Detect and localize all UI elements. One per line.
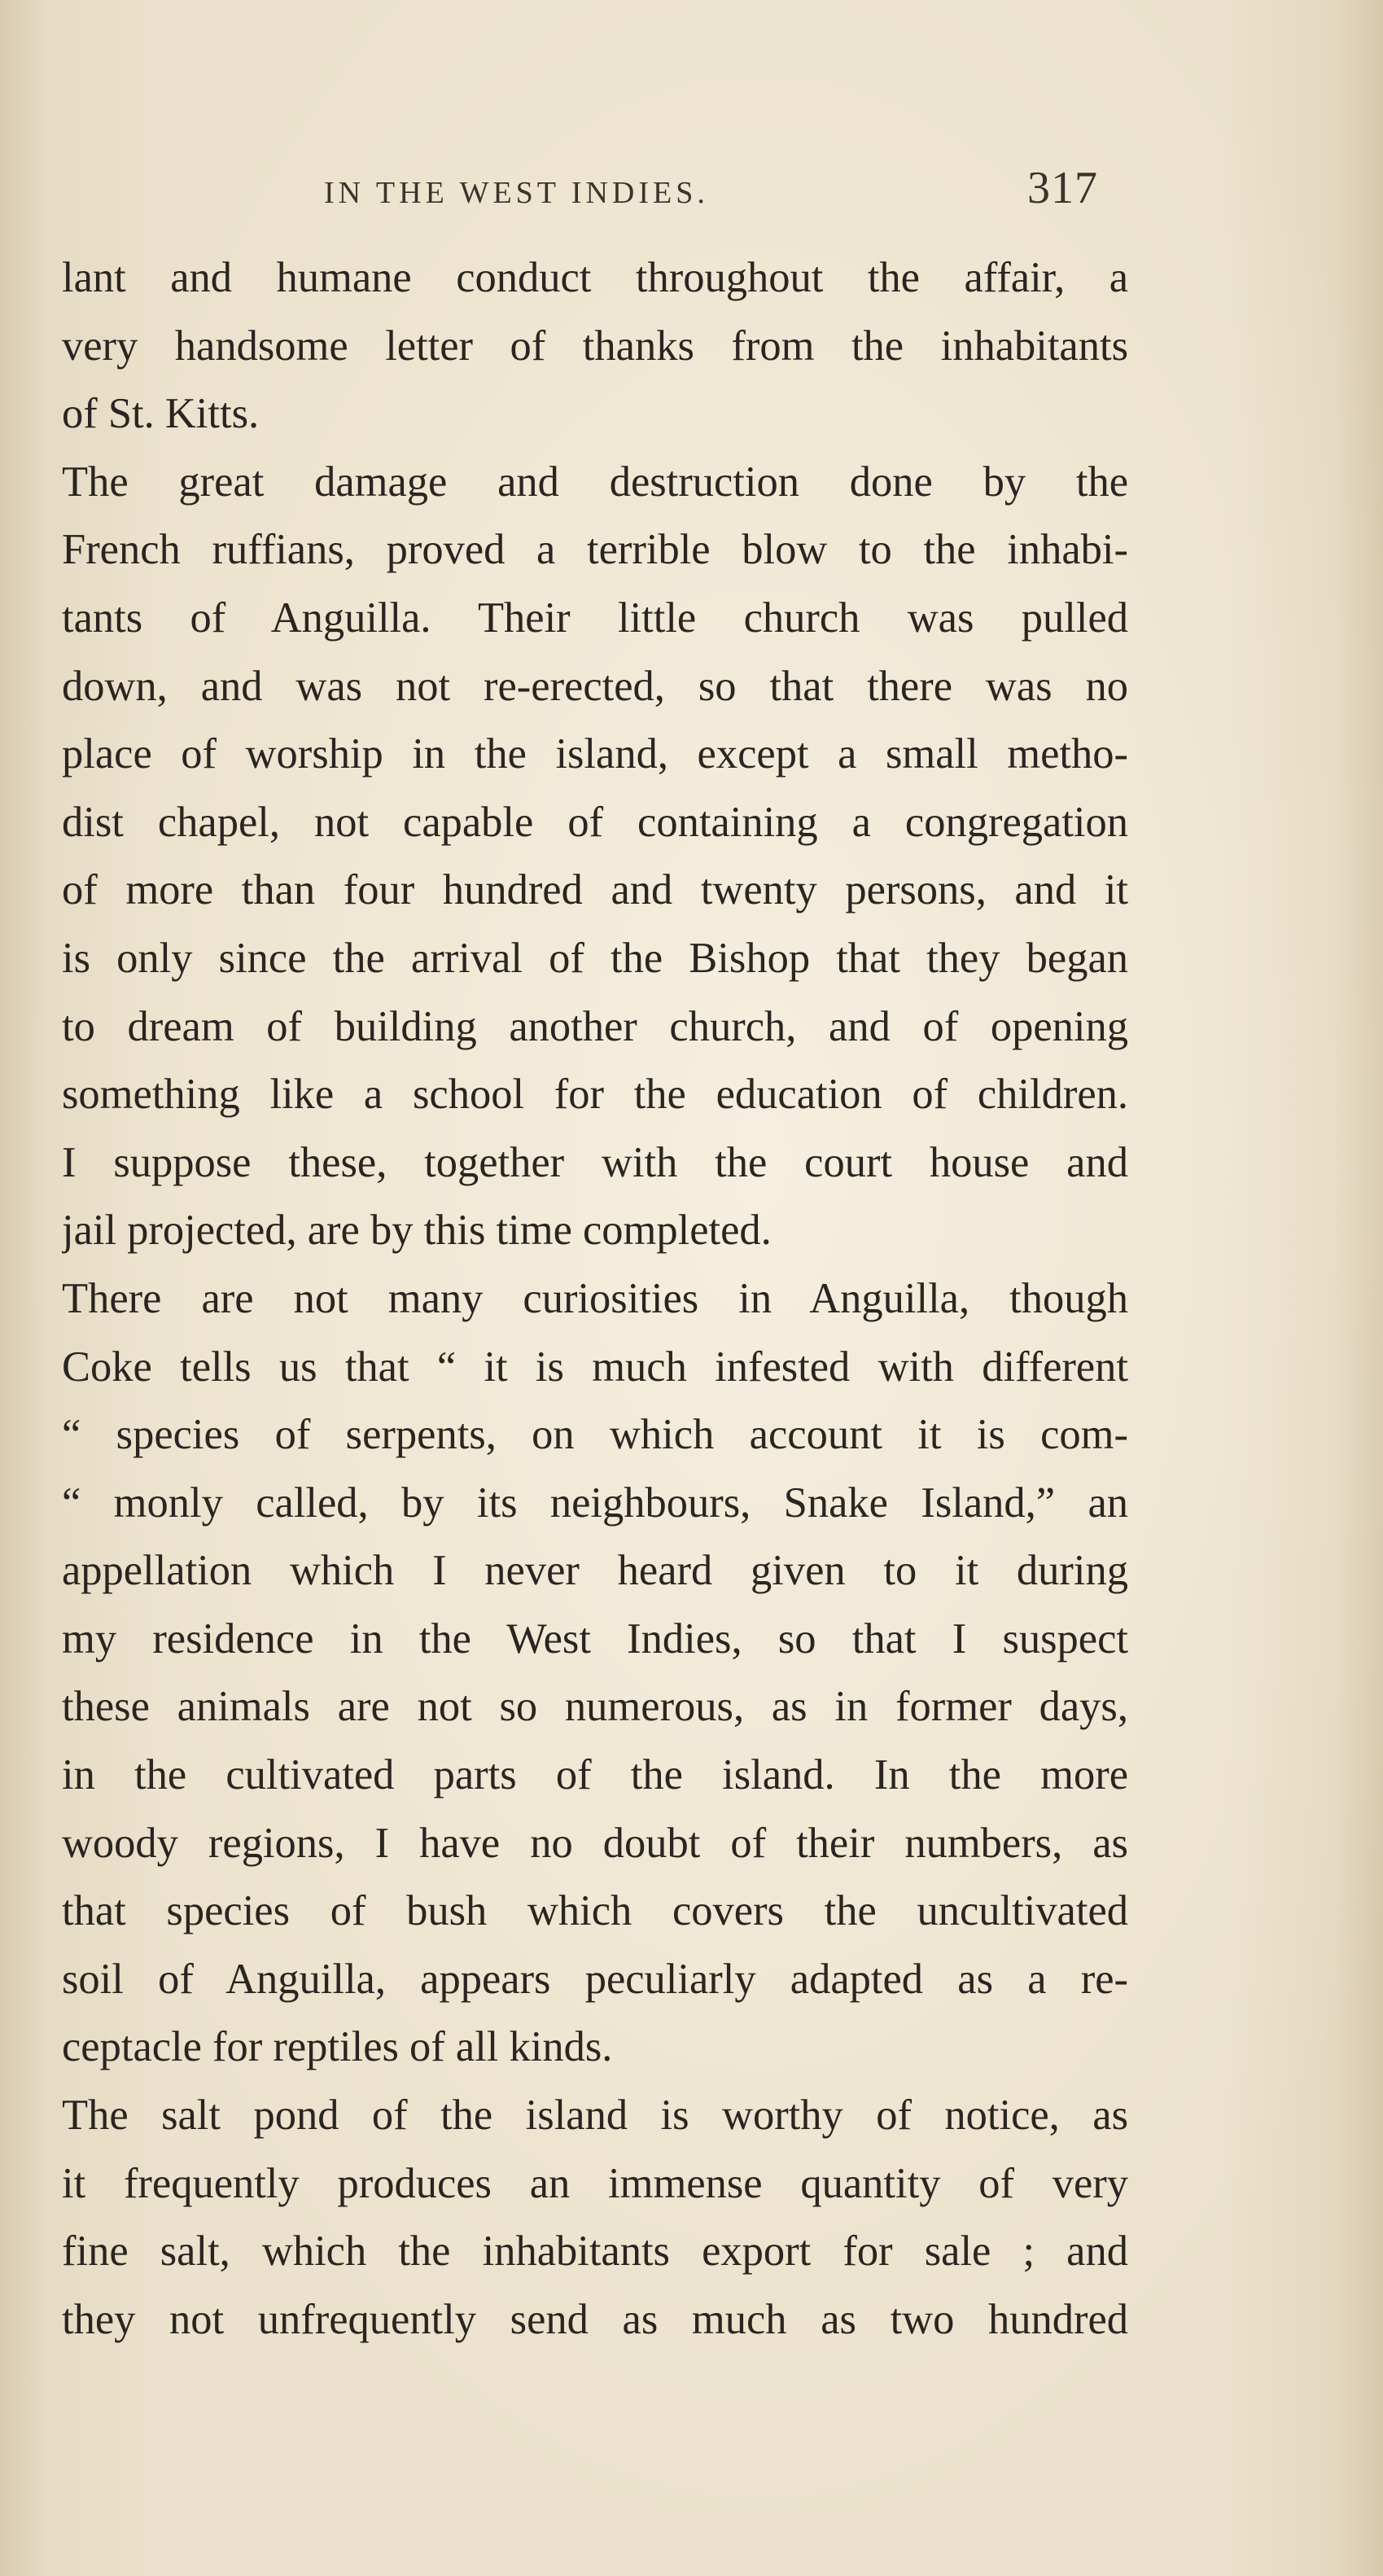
text-line: ceptacle for reptiles of all kinds. bbox=[62, 2023, 613, 2071]
text-line: of more than four hundred and twenty persons, and it bbox=[62, 866, 1128, 914]
text-line: woody regions, I have no doubt of their numbers, as bbox=[62, 1819, 1128, 1867]
text-line: it frequently produces an immense quantity of very bbox=[62, 2159, 1128, 2207]
text-line: I suppose these, together with the court house and bbox=[62, 1138, 1128, 1186]
text-line: “ species of serpents, on which account it is com- bbox=[62, 1411, 1128, 1459]
text-line: they not unfrequently send as much as two hundred bbox=[62, 2295, 1128, 2343]
text-line: in the cultivated parts of the island. In the more bbox=[62, 1751, 1128, 1799]
text-line: tants of Anguilla. Their little church was pulled bbox=[62, 594, 1128, 642]
text-line: something like a school for the education of children. bbox=[62, 1071, 1128, 1119]
text-line: to dream of building another church, and of opening bbox=[62, 1002, 1128, 1050]
text-line: down, and was not re-erected, so that there was no bbox=[62, 662, 1128, 710]
text-line: Coke tells us that “ it is much infested with different bbox=[62, 1343, 1128, 1391]
text-line: that species of bush which covers the uncultivated bbox=[62, 1887, 1128, 1935]
text-line: very handsome letter of thanks from the inhabitants bbox=[62, 322, 1128, 370]
text-line: appellation which I never heard given to it during bbox=[62, 1547, 1128, 1595]
text-line: place of worship in the island, except a small metho- bbox=[62, 730, 1128, 778]
text-line: The salt pond of the island is worthy of notice, as bbox=[62, 2092, 1128, 2140]
page-number: 317 bbox=[1027, 163, 1098, 213]
running-head-title: IN THE WEST INDIES. bbox=[324, 176, 709, 210]
text-line: my residence in the West Indies, so that I suspect bbox=[62, 1614, 1128, 1663]
text-line: dist chapel, not capable of containing a congregation bbox=[62, 798, 1128, 846]
text-line: fine salt, which the inhabitants export for sale ; and bbox=[62, 2228, 1128, 2276]
text-line: There are not many curiosities in Anguilla, though bbox=[62, 1274, 1128, 1322]
text-line: French ruffians, proved a terrible blow to the inhabi- bbox=[62, 526, 1128, 574]
text-line: jail projected, are by this time completed. bbox=[62, 1207, 772, 1255]
body-text bbox=[62, 244, 1128, 2354]
text-line: lant and humane conduct throughout the affair, a bbox=[62, 254, 1128, 301]
text-line: is only since the arrival of the Bishop that they began bbox=[62, 934, 1128, 982]
text-line: “ monly called, by its neighbours, Snake Island,” an bbox=[62, 1479, 1128, 1527]
text-line: these animals are not so numerous, as in former days, bbox=[62, 1683, 1128, 1731]
text-line: of St. Kitts. bbox=[62, 390, 260, 438]
text-line: The great damage and destruction done by the bbox=[62, 458, 1128, 506]
running-head bbox=[0, 163, 1383, 216]
text-line: soil of Anguilla, appears peculiarly adapted as a re- bbox=[62, 1955, 1128, 2003]
